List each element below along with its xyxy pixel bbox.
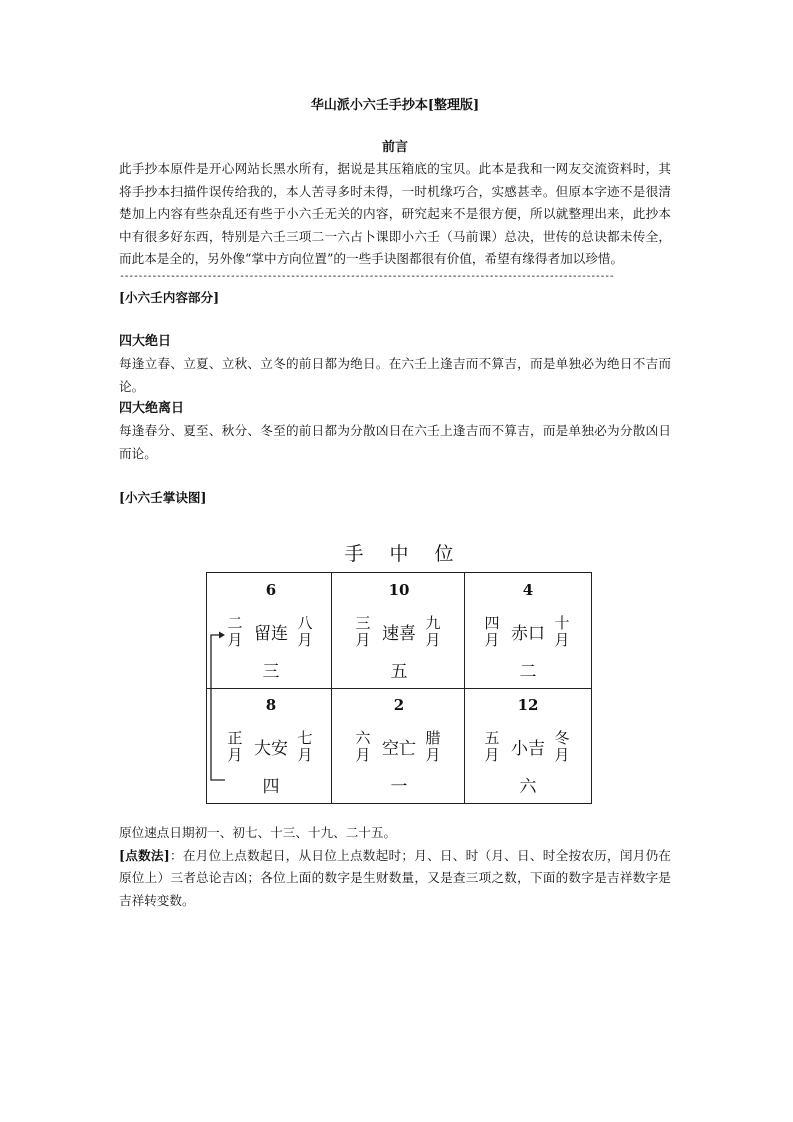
four-li-heading: 四大绝离日 — [119, 401, 185, 417]
origin-text: 原位速点日期初一、初七、十三、十九、二十五。 — [119, 825, 397, 840]
sequence-arrow — [207, 573, 237, 803]
cell-lower-number: 一 — [390, 777, 408, 797]
cell-right-month: 冬月 — [554, 729, 570, 764]
palm-cell-kongwang — [335, 688, 463, 803]
preface-heading: 前言 — [381, 140, 408, 155]
cell-left-month: 正月 — [227, 729, 243, 764]
cell-lower-number: 四 — [262, 777, 280, 797]
cell-name: 空亡 — [382, 739, 416, 759]
section-heading-palm: [小六壬掌诀图] — [119, 490, 207, 506]
cell-name: 小吉 — [511, 739, 545, 759]
cell-lower-number: 三 — [262, 662, 280, 682]
palm-grid — [206, 572, 592, 804]
cell-left-month: 五月 — [484, 729, 500, 764]
cell-number: 2 — [393, 696, 405, 714]
document-body — [119, 96, 671, 509]
cell-lower-number: 六 — [519, 777, 537, 797]
cell-lower-number: 五 — [390, 662, 408, 682]
palm-cell-suxi — [335, 573, 463, 688]
four-li-text: 每逢春分、夏至、秋分、冬至的前日都为分散凶日在六壬上逢吉而不算吉，而是单独必为分散凶日而论。 — [119, 423, 671, 461]
section-heading-content: [小六壬内容部分] — [119, 289, 220, 305]
cell-number: 12 — [517, 696, 539, 714]
cell-left-month: 四月 — [484, 614, 500, 649]
four-jue-heading: 四大绝日 — [119, 333, 172, 349]
preface-text: 此手抄本原件是开心网站长黑水所有，据说是其压箱底的宝贝。此本是我和一网友交流资料时，其将手抄本扫描件误传给我的，本人苦寻多时未得，一时机缘巧合，实感甚幸。但原本字迹不是很清楚加上内容有些杂乱还有些于小六壬无关的内容，研究起来不是很方便，所以就整理出来，此抄本中有很多好东西，特别是六壬三项二一六占卜课即小六壬（马前课）总决，世传的总诀都未传全，而此本是全的，另外像“掌中方向位置”的一些手诀图都很有价值，希望有缘得者加以珍惜。 — [119, 161, 671, 267]
method-paragraph — [119, 845, 671, 913]
divider-line: ----------------------------------------------------------------------------------------------------------- — [119, 272, 614, 281]
cell-left-month: 六月 — [355, 729, 371, 764]
cell-number: 6 — [265, 581, 277, 599]
palm-cell-chikou — [464, 573, 592, 688]
cell-lower-number: 二 — [519, 662, 537, 682]
after-text — [119, 822, 671, 912]
cell-left-month: 三月 — [355, 614, 371, 649]
cell-number: 4 — [522, 581, 534, 599]
document-title: 华山派小六壬手抄本[整理版] — [310, 98, 480, 113]
cell-number: 10 — [388, 581, 410, 599]
cell-name: 大安 — [254, 739, 288, 759]
palm-cell-xiaoji — [464, 688, 592, 803]
cell-right-month: 腊月 — [425, 729, 441, 764]
four-jue-text: 每逢立春、立夏、立秋、立冬的前日都为绝日。在六壬上逢吉而不算吉，而是单独必为绝日不吉而论。 — [119, 355, 671, 394]
cell-right-month: 八月 — [297, 614, 313, 649]
method-label: [点数法] — [119, 847, 170, 863]
cell-number: 8 — [265, 696, 277, 714]
cell-right-month: 十月 — [554, 614, 570, 649]
palm-diagram — [206, 540, 592, 804]
method-text: ：在月位上点数起日，从日位上点数起时；月、日、时（月、日、时全按农历，闰月仍在原位上）三者总论吉凶；各位上面的数字是生财数量，又是查三项之数，下面的数字是吉祥数字是吉祥转变数。 — [119, 847, 672, 908]
palm-title: 手中位 — [344, 543, 480, 565]
cell-name: 赤口 — [511, 624, 545, 644]
cell-right-month: 九月 — [425, 614, 441, 649]
cell-right-month: 七月 — [297, 729, 313, 764]
cell-name: 速喜 — [382, 624, 416, 644]
cell-left-month: 二月 — [227, 614, 243, 649]
cell-name: 留连 — [254, 624, 288, 644]
